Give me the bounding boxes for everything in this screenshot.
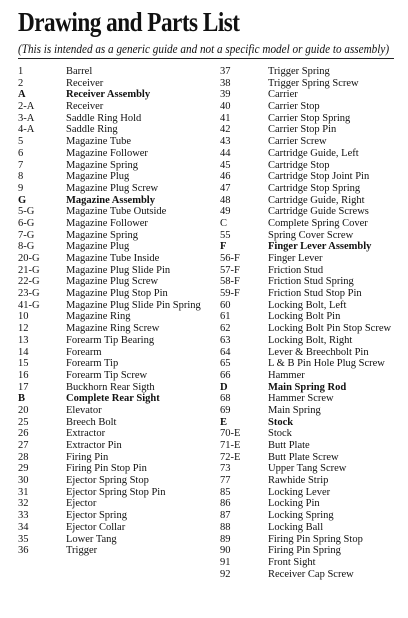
part-name: Magazine Plug	[66, 241, 130, 253]
part-name: Locking Pin	[268, 498, 320, 510]
parts-list-assembly-row	[18, 89, 218, 101]
part-name: Spring Cover Screw	[268, 229, 354, 241]
parts-list-row	[220, 335, 408, 347]
part-name: Locking Bolt Pin Stop Screw	[268, 323, 392, 335]
title-divider	[18, 58, 394, 59]
part-name: L & B Pin Hole Plug Screw	[268, 358, 385, 370]
part-number: 60	[220, 299, 231, 311]
part-number: 58-F	[220, 276, 240, 288]
parts-list-assembly-row	[220, 417, 408, 429]
part-name: Butt Plate	[268, 440, 310, 451]
part-name: Ejector Spring	[66, 510, 127, 522]
part-number: 29	[18, 463, 29, 475]
part-number: 14	[18, 346, 29, 358]
parts-list-assembly-row	[18, 195, 218, 207]
parts-list-row	[220, 183, 408, 195]
part-number: 3-A	[18, 112, 35, 124]
part-name: Firing Pin Stop Pin	[66, 463, 147, 475]
parts-list-row	[220, 101, 408, 113]
parts-column-right	[220, 66, 408, 580]
part-name: Main Spring	[268, 404, 321, 416]
part-number: 91	[220, 556, 231, 568]
part-name: Friction Stud	[268, 264, 324, 276]
part-name: Saddle Ring Hold	[66, 112, 142, 124]
parts-list-row	[18, 347, 218, 359]
part-name: Carrier	[268, 89, 298, 101]
part-name: Ejector Collar	[66, 521, 126, 533]
parts-list-row	[18, 463, 218, 475]
parts-list-row	[18, 487, 218, 499]
part-number: E	[220, 416, 228, 428]
part-number: 48	[220, 194, 231, 206]
parts-list-row	[220, 428, 408, 440]
parts-list-row	[220, 148, 408, 160]
part-number: 37	[220, 66, 231, 77]
part-number: 90	[220, 545, 231, 557]
parts-list-row	[220, 136, 408, 148]
part-number: 73	[220, 463, 231, 475]
part-name: Receiver	[66, 101, 104, 113]
parts-list-row	[220, 557, 408, 569]
part-name: Trigger Spring	[268, 66, 330, 77]
part-number: 65	[220, 358, 231, 370]
parts-list-assembly-row	[220, 382, 408, 394]
parts-list-row	[18, 183, 218, 195]
part-number: 13	[18, 334, 29, 346]
part-name: Extractor Pin	[66, 440, 122, 451]
parts-list-row	[18, 78, 218, 90]
part-number: 8-G	[18, 241, 35, 253]
parts-list-row	[220, 370, 408, 382]
part-number: 26	[18, 428, 29, 440]
parts-list-row	[18, 300, 218, 312]
part-number: C	[220, 217, 228, 229]
part-number: 20-G	[18, 253, 40, 264]
part-number: 7	[18, 159, 24, 171]
parts-list-row	[220, 463, 408, 475]
parts-list-row	[18, 206, 218, 218]
part-number: F	[220, 241, 227, 253]
part-name: Breech Bolt	[66, 416, 117, 428]
parts-list-row	[220, 510, 408, 522]
part-number: 62	[220, 323, 231, 335]
part-number: 42	[220, 124, 231, 136]
parts-list-row	[18, 265, 218, 277]
part-number: 41-G	[18, 299, 40, 311]
part-name: Ejector	[66, 498, 97, 510]
parts-list-row	[18, 405, 218, 417]
part-name: Cartridge Guide, Left	[268, 147, 359, 159]
parts-list-row	[18, 113, 218, 125]
parts-list-row	[18, 160, 218, 172]
parts-list-row	[220, 265, 408, 277]
part-name: Upper Tang Screw	[268, 463, 347, 475]
part-name: Cartridge Stop Joint Pin	[268, 171, 370, 183]
part-number: 20	[18, 404, 29, 416]
part-number: 64	[220, 346, 231, 358]
part-name: Trigger	[66, 545, 98, 557]
part-name: Stock	[268, 416, 294, 428]
part-number: 16	[18, 369, 29, 381]
part-number: 41	[220, 112, 231, 124]
parts-list-row	[220, 498, 408, 510]
parts-list-row	[220, 311, 408, 323]
parts-list-row	[220, 347, 408, 359]
part-number: 22-G	[18, 276, 40, 288]
parts-list-row	[18, 276, 218, 288]
part-name: Forearm Tip Bearing	[66, 334, 155, 346]
part-number: 5-G	[18, 206, 35, 218]
parts-list-row	[220, 475, 408, 487]
part-name: Forearm	[66, 346, 102, 358]
parts-list-row	[220, 230, 408, 242]
part-number: 70-E	[220, 428, 241, 440]
parts-list-row	[220, 171, 408, 183]
part-name: Magazine Assembly	[66, 194, 155, 206]
parts-column-left	[18, 66, 218, 557]
part-number: 68	[220, 393, 231, 405]
part-name: Locking Bolt, Right	[268, 334, 353, 346]
parts-list-row	[18, 148, 218, 160]
part-name: Locking Ball	[268, 521, 324, 533]
part-number: 12	[18, 323, 29, 335]
part-number: 17	[18, 381, 29, 393]
part-name: Elevator	[66, 404, 102, 416]
parts-list-row	[18, 288, 218, 300]
parts-list-row	[220, 534, 408, 546]
part-name: Cartridge Guide, Right	[268, 194, 365, 206]
parts-list-row	[220, 522, 408, 534]
parts-list-row	[18, 101, 218, 113]
part-number: 38	[220, 77, 231, 89]
part-number: 32	[18, 498, 29, 510]
part-name: Forearm Tip	[66, 358, 119, 370]
part-number: 5	[18, 136, 24, 148]
part-number: 87	[220, 510, 231, 522]
part-name: Saddle Ring	[66, 124, 118, 136]
part-number: 77	[220, 475, 231, 487]
parts-list-row	[18, 498, 218, 510]
parts-list-row	[18, 218, 218, 230]
part-name: Locking Bolt, Left	[268, 299, 347, 311]
part-name: Carrier Stop Spring	[268, 112, 351, 124]
part-number: 66	[220, 369, 231, 381]
part-number: D	[220, 381, 228, 393]
parts-list-row	[220, 78, 408, 90]
part-number: 23-G	[18, 288, 40, 300]
parts-list-row	[220, 206, 408, 218]
parts-list-row	[220, 195, 408, 207]
parts-list-row	[18, 124, 218, 136]
part-name: Magazine Plug Stop Pin	[66, 288, 168, 300]
part-name: Front Sight	[268, 556, 316, 568]
part-name: Firing Pin Spring Stop	[268, 533, 363, 545]
part-number: 40	[220, 101, 231, 113]
part-number: 92	[220, 568, 231, 580]
parts-list-row	[220, 440, 408, 452]
part-number: 49	[220, 206, 231, 218]
parts-list-row	[18, 335, 218, 347]
parts-list-row	[18, 428, 218, 440]
part-number: A	[18, 89, 26, 101]
parts-list-row	[18, 66, 218, 78]
part-name: Main Spring Rod	[268, 381, 347, 393]
parts-list-row	[220, 452, 408, 464]
part-name: Locking Spring	[268, 510, 334, 522]
part-number: 63	[220, 334, 231, 346]
part-number: 6	[18, 147, 24, 159]
part-name: Complete Rear Sight	[66, 393, 160, 405]
part-name: Magazine Plug Slide Pin	[66, 264, 171, 276]
part-name: Cartridge Guide Screws	[268, 206, 369, 218]
part-name: Cartridge Stop Spring	[268, 182, 361, 194]
part-name: Firing Pin Spring	[268, 545, 341, 557]
parts-list-row	[220, 569, 408, 581]
part-number: G	[18, 194, 27, 206]
part-number: 43	[220, 136, 231, 148]
part-name: Magazine Follower	[66, 217, 148, 229]
part-name: Hammer Screw	[268, 393, 334, 405]
part-name: Cartridge Stop	[268, 159, 330, 171]
parts-list-row	[220, 66, 408, 78]
part-name: Carrier Screw	[268, 136, 327, 148]
parts-list-row	[18, 230, 218, 242]
part-number: 45	[220, 159, 231, 171]
part-name: Trigger Spring Screw	[268, 77, 359, 89]
parts-list-row	[18, 452, 218, 464]
parts-list-row	[18, 311, 218, 323]
part-number: 36	[18, 545, 29, 557]
part-number: 34	[18, 521, 29, 533]
parts-list-row	[18, 382, 218, 394]
part-name: Locking Bolt Pin	[268, 311, 341, 323]
parts-list-row	[220, 253, 408, 265]
part-number: B	[18, 393, 26, 405]
part-name: Buckhorn Rear Sigth	[66, 381, 155, 393]
part-number: 25	[18, 416, 29, 428]
parts-list-row	[220, 487, 408, 499]
part-number: 88	[220, 521, 231, 533]
part-number: 21-G	[18, 264, 40, 276]
part-number: 4-A	[18, 124, 35, 136]
part-name: Ejector Spring Stop Pin	[66, 486, 166, 498]
part-name: Receiver Assembly	[66, 89, 151, 101]
part-name: Magazine Tube Inside	[66, 253, 160, 264]
part-number: 44	[220, 147, 231, 159]
parts-list-row	[220, 358, 408, 370]
part-name: Magazine Spring	[66, 159, 139, 171]
part-number: 31	[18, 486, 29, 498]
parts-list-row	[18, 510, 218, 522]
part-number: 30	[18, 475, 29, 487]
part-name: Finger Lever Assembly	[268, 241, 372, 253]
part-name: Carrier Stop	[268, 101, 320, 113]
part-name: Receiver	[66, 77, 104, 89]
page-title: Drawing and Parts List	[18, 7, 240, 37]
part-number: 7-G	[18, 229, 35, 241]
parts-list-row	[18, 136, 218, 148]
part-name: Magazine Tube	[66, 136, 132, 148]
parts-list-row	[18, 323, 218, 335]
part-name: Magazine Plug Screw	[66, 276, 159, 288]
part-name: Locking Lever	[268, 486, 331, 498]
parts-list-row	[18, 545, 218, 557]
parts-list-row	[220, 393, 408, 405]
parts-list-row	[18, 440, 218, 452]
parts-list-row	[18, 475, 218, 487]
part-name: Rawhide Strip	[268, 475, 329, 487]
parts-list-row	[220, 89, 408, 101]
part-number: 69	[220, 404, 231, 416]
part-number: 35	[18, 533, 29, 545]
part-name: Stock	[268, 428, 292, 440]
parts-list-row	[18, 171, 218, 183]
parts-list-row	[220, 113, 408, 125]
part-number: 2	[18, 77, 24, 89]
part-number: 71-E	[220, 440, 241, 451]
parts-list-row	[18, 241, 218, 253]
parts-list-row	[220, 124, 408, 136]
part-number: 8	[18, 171, 24, 183]
parts-list-row	[220, 323, 408, 335]
part-name: Magazine Follower	[66, 147, 148, 159]
part-number: 6-G	[18, 217, 35, 229]
part-name: Hammer	[268, 369, 305, 381]
parts-list-row	[220, 218, 408, 230]
parts-list-row	[18, 253, 218, 265]
part-name: Lower Tang	[66, 533, 117, 545]
parts-list-row	[220, 288, 408, 300]
parts-list-row	[18, 370, 218, 382]
part-number: 89	[220, 533, 231, 545]
part-number: 47	[220, 182, 231, 194]
part-number: 15	[18, 358, 29, 370]
parts-list-row	[220, 276, 408, 288]
part-name: Magazine Plug Slide Pin Spring	[66, 299, 201, 311]
part-number: 56-F	[220, 253, 240, 264]
part-number: 59-F	[220, 288, 240, 300]
part-name: Ejector Spring Stop	[66, 475, 149, 487]
part-name: Magazine Plug Screw	[66, 182, 159, 194]
parts-list-assembly-row	[18, 393, 218, 405]
parts-list-assembly-row	[220, 241, 408, 253]
parts-list-row	[18, 534, 218, 546]
part-number: 1	[18, 66, 24, 77]
part-name: Barrel	[66, 66, 93, 77]
part-number: 86	[220, 498, 231, 510]
parts-list-row	[220, 160, 408, 172]
part-number: 28	[18, 451, 29, 463]
part-name: Lever & Breechbolt Pin	[268, 346, 369, 358]
part-name: Butt Plate Screw	[268, 451, 339, 463]
part-number: 72-E	[220, 451, 241, 463]
part-name: Complete Spring Cover	[268, 217, 368, 229]
parts-list-row	[18, 417, 218, 429]
parts-list-row	[18, 358, 218, 370]
part-name: Friction Stud Spring	[268, 276, 354, 288]
parts-list-row	[220, 405, 408, 417]
page-subtitle: (This is intended as a generic guide and not a specific model or guide to assembly)	[18, 41, 390, 56]
part-name: Magazine Plug	[66, 171, 130, 183]
part-number: 61	[220, 311, 231, 323]
part-name: Magazine Tube Outside	[66, 206, 167, 218]
part-name: Finger Lever	[268, 253, 323, 264]
part-number: 46	[220, 171, 231, 183]
parts-list-row	[220, 300, 408, 312]
part-number: 85	[220, 486, 231, 498]
parts-list-row	[220, 545, 408, 557]
part-number: 27	[18, 440, 29, 451]
part-name: Carrier Stop Pin	[268, 124, 337, 136]
part-name: Magazine Ring Screw	[66, 323, 160, 335]
part-number: 57-F	[220, 264, 240, 276]
part-name: Extractor	[66, 428, 106, 440]
part-number: 33	[18, 510, 29, 522]
part-name: Magazine Ring	[66, 311, 131, 323]
part-name: Forearm Tip Screw	[66, 369, 148, 381]
part-name: Firing Pin	[66, 451, 109, 463]
part-number: 55	[220, 229, 231, 241]
part-number: 39	[220, 89, 231, 101]
part-name: Friction Stud Stop Pin	[268, 288, 362, 300]
part-number: 9	[18, 182, 24, 194]
part-number: 2-A	[18, 101, 35, 113]
part-name: Receiver Cap Screw	[268, 568, 354, 580]
part-name: Magazine Spring	[66, 229, 139, 241]
part-number: 10	[18, 311, 29, 323]
parts-list-row	[18, 522, 218, 534]
